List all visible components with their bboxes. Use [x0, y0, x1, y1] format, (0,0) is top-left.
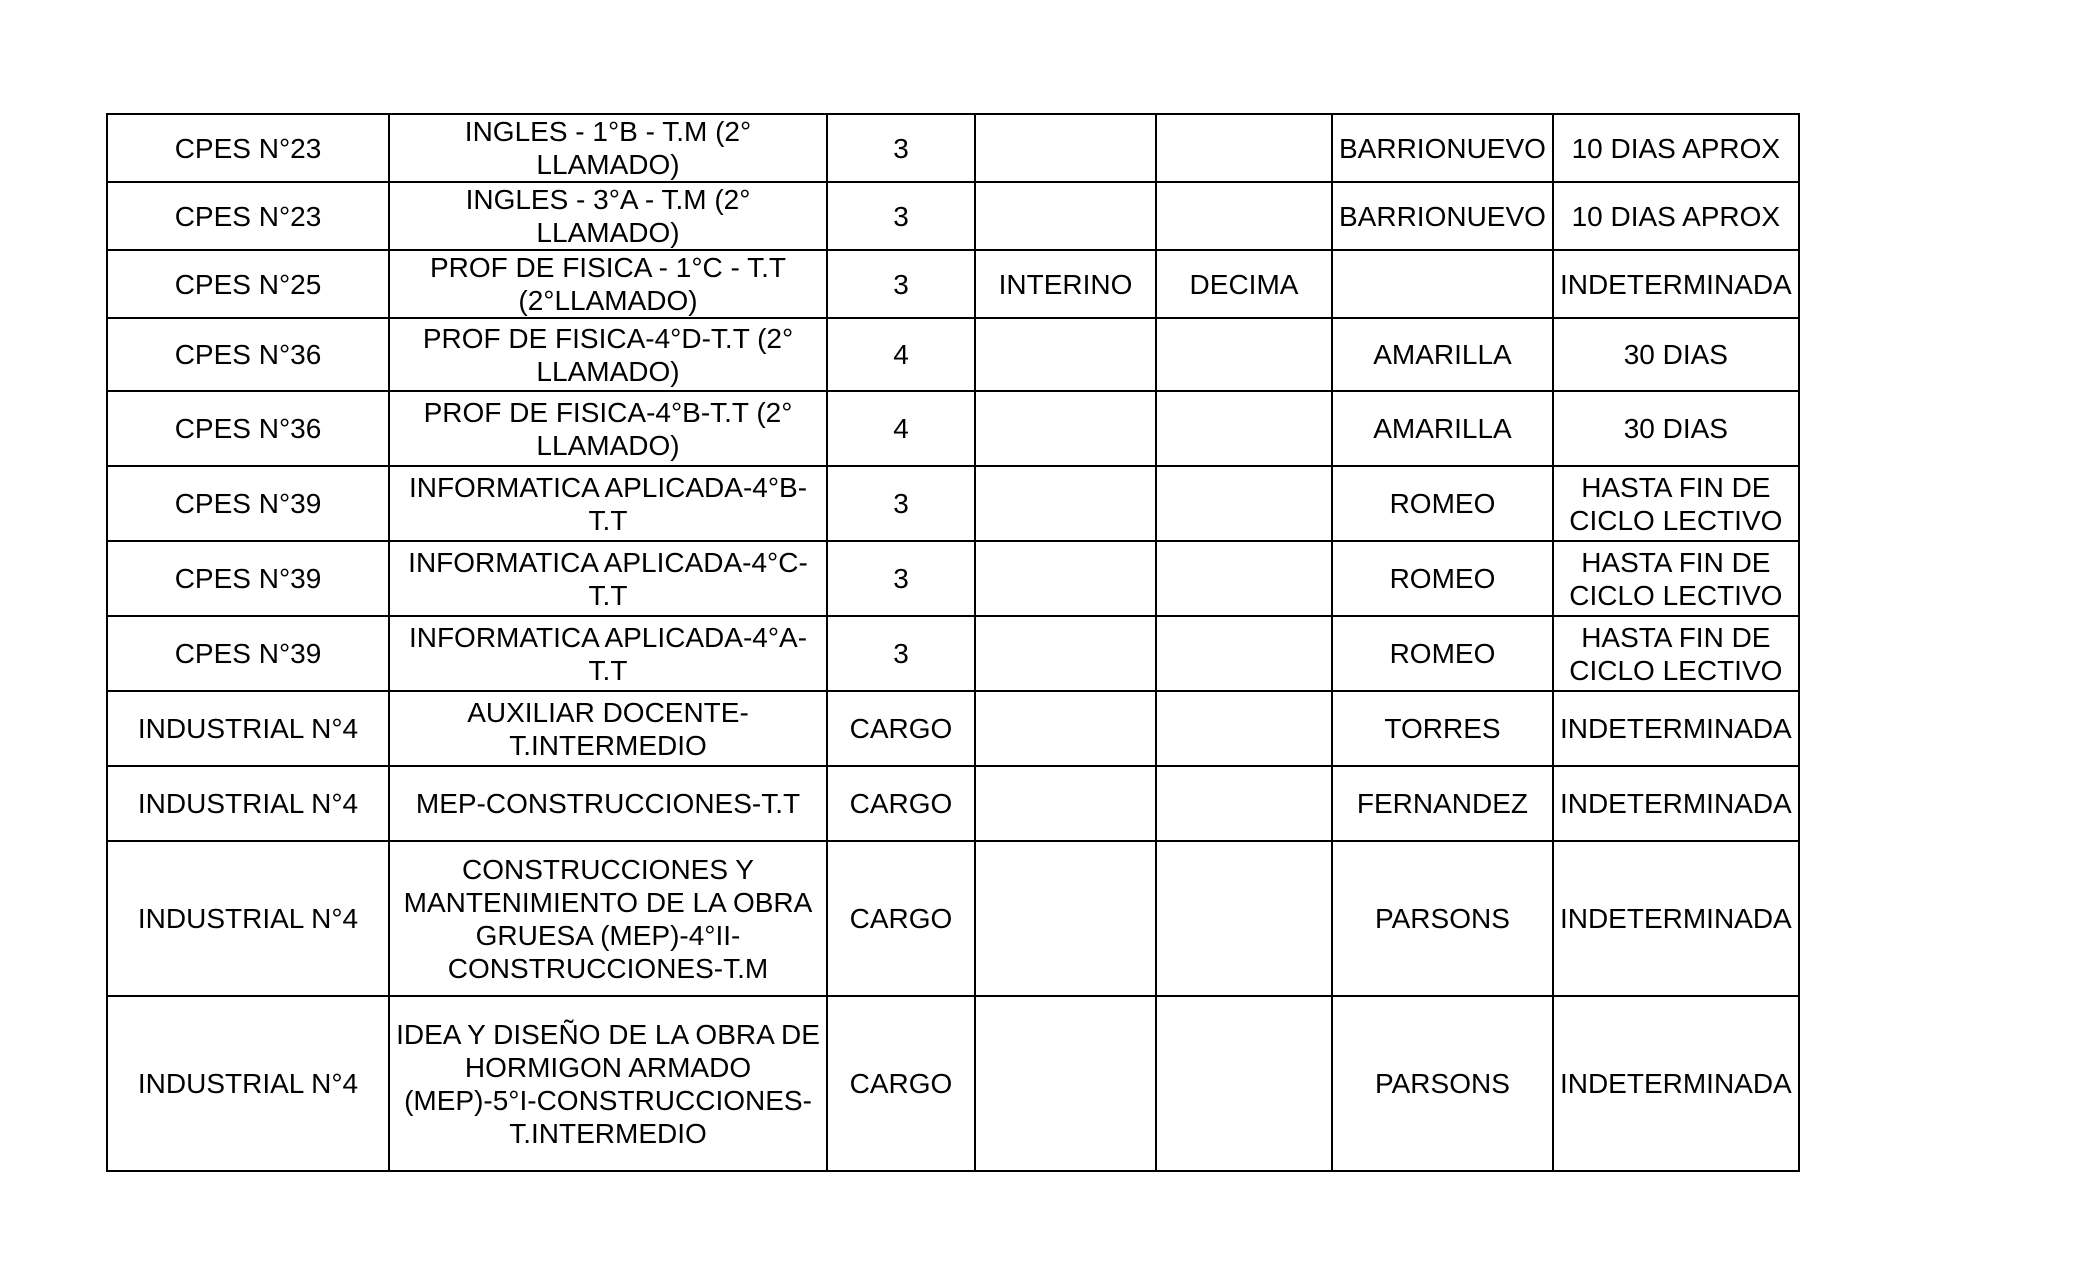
table-row — [107, 466, 1799, 541]
subject-cell: MEP-CONSTRUCCIONES-T.T — [389, 766, 827, 841]
duration-cell: INDETERMINADA — [1553, 691, 1799, 766]
table-row — [107, 541, 1799, 616]
order-cell — [1156, 996, 1332, 1171]
table-row — [107, 182, 1799, 250]
subject-cell: INGLES - 3°A - T.M (2° LLAMADO) — [389, 182, 827, 250]
status-cell — [975, 766, 1156, 841]
hours-cell: 3 — [827, 616, 975, 691]
holder-cell — [1332, 250, 1553, 318]
holder-cell: PARSONS — [1332, 841, 1553, 996]
subject-cell: INGLES - 1°B - T.M (2° LLAMADO) — [389, 114, 827, 182]
order-cell — [1156, 616, 1332, 691]
school-cell: CPES N°25 — [107, 250, 389, 318]
holder-cell: BARRIONUEVO — [1332, 114, 1553, 182]
subject-cell: INFORMATICA APLICADA-4°C-T.T — [389, 541, 827, 616]
order-cell — [1156, 114, 1332, 182]
table-row — [107, 114, 1799, 182]
order-cell — [1156, 182, 1332, 250]
table-row — [107, 691, 1799, 766]
status-cell — [975, 466, 1156, 541]
table-row — [107, 841, 1799, 996]
duration-cell: 30 DIAS — [1553, 391, 1799, 466]
hours-cell: 3 — [827, 250, 975, 318]
subject-cell: PROF DE FISICA-4°D-T.T (2° LLAMADO) — [389, 318, 827, 391]
school-cell: INDUSTRIAL N°4 — [107, 766, 389, 841]
holder-cell: PARSONS — [1332, 996, 1553, 1171]
duration-cell: INDETERMINADA — [1553, 766, 1799, 841]
order-cell — [1156, 691, 1332, 766]
order-cell — [1156, 541, 1332, 616]
subject-cell: AUXILIAR DOCENTE-T.INTERMEDIO — [389, 691, 827, 766]
status-cell — [975, 996, 1156, 1171]
status-cell — [975, 182, 1156, 250]
school-cell: INDUSTRIAL N°4 — [107, 996, 389, 1171]
holder-cell: ROMEO — [1332, 616, 1553, 691]
hours-cell: 3 — [827, 466, 975, 541]
subject-cell: IDEA Y DISEÑO DE LA OBRA DE HORMIGON ARMADO (MEP)-5°I-CONSTRUCCIONES-T.INTERMEDIO — [389, 996, 827, 1171]
duration-cell: HASTA FIN DE CICLO LECTIVO — [1553, 616, 1799, 691]
duration-cell: 10 DIAS APROX — [1553, 114, 1799, 182]
duration-cell: INDETERMINADA — [1553, 996, 1799, 1171]
status-cell — [975, 114, 1156, 182]
duration-cell: HASTA FIN DE CICLO LECTIVO — [1553, 541, 1799, 616]
vacancy-table-sheet — [106, 113, 1800, 1172]
subject-cell: INFORMATICA APLICADA-4°A-T.T — [389, 616, 827, 691]
subject-cell: INFORMATICA APLICADA-4°B-T.T — [389, 466, 827, 541]
school-cell: CPES N°39 — [107, 541, 389, 616]
holder-cell: ROMEO — [1332, 541, 1553, 616]
status-cell — [975, 841, 1156, 996]
order-cell — [1156, 391, 1332, 466]
status-cell: INTERINO — [975, 250, 1156, 318]
table-row — [107, 766, 1799, 841]
status-cell — [975, 616, 1156, 691]
hours-cell: 3 — [827, 541, 975, 616]
table-row — [107, 318, 1799, 391]
school-cell: CPES N°39 — [107, 466, 389, 541]
vacancy-table — [106, 113, 1800, 1172]
order-cell: DECIMA — [1156, 250, 1332, 318]
hours-cell: CARGO — [827, 996, 975, 1171]
hours-cell: 3 — [827, 114, 975, 182]
holder-cell: BARRIONUEVO — [1332, 182, 1553, 250]
status-cell — [975, 391, 1156, 466]
hours-cell: 3 — [827, 182, 975, 250]
hours-cell: CARGO — [827, 841, 975, 996]
holder-cell: TORRES — [1332, 691, 1553, 766]
order-cell — [1156, 318, 1332, 391]
order-cell — [1156, 841, 1332, 996]
subject-cell: CONSTRUCCIONES Y MANTENIMIENTO DE LA OBRA GRUESA (MEP)-4°II-CONSTRUCCIONES-T.M — [389, 841, 827, 996]
holder-cell: AMARILLA — [1332, 318, 1553, 391]
status-cell — [975, 541, 1156, 616]
table-row — [107, 996, 1799, 1171]
holder-cell: AMARILLA — [1332, 391, 1553, 466]
table-row — [107, 391, 1799, 466]
status-cell — [975, 318, 1156, 391]
table-row — [107, 250, 1799, 318]
table-row — [107, 616, 1799, 691]
hours-cell: 4 — [827, 391, 975, 466]
school-cell: INDUSTRIAL N°4 — [107, 841, 389, 996]
subject-cell: PROF DE FISICA - 1°C - T.T (2°LLAMADO) — [389, 250, 827, 318]
duration-cell: 10 DIAS APROX — [1553, 182, 1799, 250]
school-cell: INDUSTRIAL N°4 — [107, 691, 389, 766]
subject-cell: PROF DE FISICA-4°B-T.T (2° LLAMADO) — [389, 391, 827, 466]
hours-cell: 4 — [827, 318, 975, 391]
order-cell — [1156, 766, 1332, 841]
school-cell: CPES N°36 — [107, 318, 389, 391]
duration-cell: INDETERMINADA — [1553, 841, 1799, 996]
duration-cell: HASTA FIN DE CICLO LECTIVO — [1553, 466, 1799, 541]
order-cell — [1156, 466, 1332, 541]
school-cell: CPES N°39 — [107, 616, 389, 691]
hours-cell: CARGO — [827, 691, 975, 766]
duration-cell: 30 DIAS — [1553, 318, 1799, 391]
duration-cell: INDETERMINADA — [1553, 250, 1799, 318]
school-cell: CPES N°36 — [107, 391, 389, 466]
holder-cell: ROMEO — [1332, 466, 1553, 541]
holder-cell: FERNANDEZ — [1332, 766, 1553, 841]
school-cell: CPES N°23 — [107, 114, 389, 182]
status-cell — [975, 691, 1156, 766]
hours-cell: CARGO — [827, 766, 975, 841]
school-cell: CPES N°23 — [107, 182, 389, 250]
